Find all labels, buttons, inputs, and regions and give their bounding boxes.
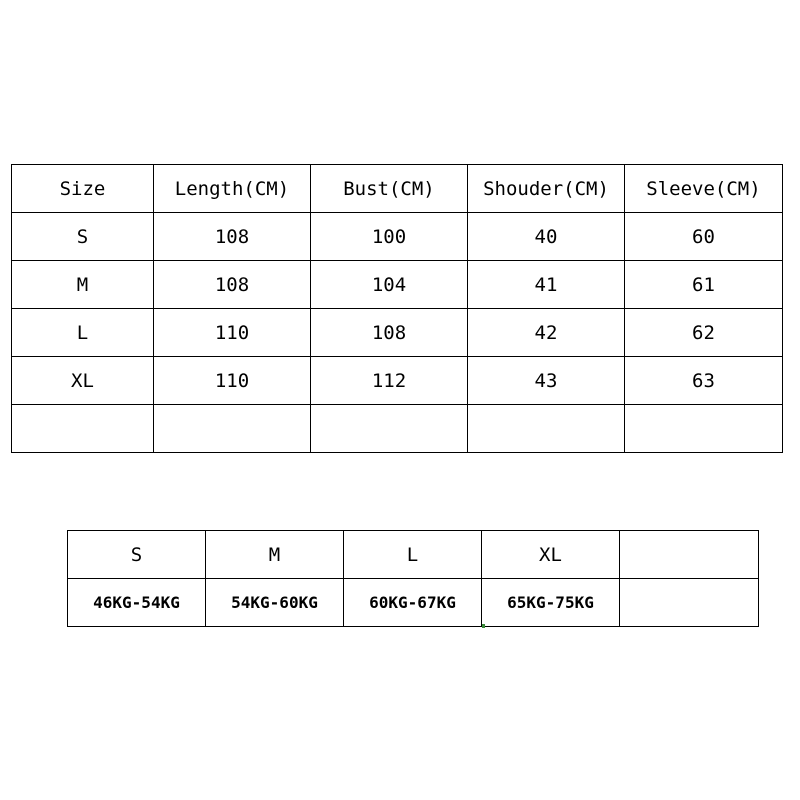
weight-size-s: S bbox=[68, 531, 206, 579]
cell-empty bbox=[311, 405, 468, 453]
size-chart-header-row bbox=[12, 165, 783, 213]
table-row bbox=[12, 261, 783, 309]
weight-range-s: 46KG-54KG bbox=[68, 579, 206, 627]
cell-bust: 104 bbox=[311, 261, 468, 309]
cell-empty bbox=[625, 405, 783, 453]
header-shoulder: Shouder(CM) bbox=[468, 165, 625, 213]
weight-chart-size-row bbox=[68, 531, 759, 579]
cell-empty bbox=[154, 405, 311, 453]
cell-shoulder: 41 bbox=[468, 261, 625, 309]
cell-size: XL bbox=[12, 357, 154, 405]
weight-size-m: M bbox=[206, 531, 344, 579]
cell-shoulder: 43 bbox=[468, 357, 625, 405]
cell-shoulder: 42 bbox=[468, 309, 625, 357]
cell-sleeve: 60 bbox=[625, 213, 783, 261]
cell-length: 110 bbox=[154, 357, 311, 405]
cell-bust: 112 bbox=[311, 357, 468, 405]
cell-sleeve: 63 bbox=[625, 357, 783, 405]
weight-range-l: 60KG-67KG bbox=[344, 579, 482, 627]
cell-shoulder: 40 bbox=[468, 213, 625, 261]
stray-mark bbox=[482, 624, 485, 628]
cell-bust: 108 bbox=[311, 309, 468, 357]
size-chart-table bbox=[11, 164, 783, 453]
cell-sleeve: 61 bbox=[625, 261, 783, 309]
header-size: Size bbox=[12, 165, 154, 213]
table-row bbox=[12, 213, 783, 261]
weight-chart-table bbox=[67, 530, 759, 627]
cell-length: 110 bbox=[154, 309, 311, 357]
cell-size: S bbox=[12, 213, 154, 261]
cell-empty bbox=[12, 405, 154, 453]
header-bust: Bust(CM) bbox=[311, 165, 468, 213]
cell-empty bbox=[468, 405, 625, 453]
weight-range-xl: 65KG-75KG bbox=[482, 579, 620, 627]
cell-size: L bbox=[12, 309, 154, 357]
cell-bust: 100 bbox=[311, 213, 468, 261]
cell-size: M bbox=[12, 261, 154, 309]
weight-chart-range-row bbox=[68, 579, 759, 627]
weight-size-xl: XL bbox=[482, 531, 620, 579]
cell-length: 108 bbox=[154, 261, 311, 309]
header-length: Length(CM) bbox=[154, 165, 311, 213]
table-row bbox=[12, 357, 783, 405]
header-sleeve: Sleeve(CM) bbox=[625, 165, 783, 213]
table-row bbox=[12, 309, 783, 357]
weight-size-l: L bbox=[344, 531, 482, 579]
cell-empty bbox=[620, 579, 759, 627]
cell-length: 108 bbox=[154, 213, 311, 261]
weight-range-m: 54KG-60KG bbox=[206, 579, 344, 627]
table-row-empty bbox=[12, 405, 783, 453]
cell-sleeve: 62 bbox=[625, 309, 783, 357]
cell-empty bbox=[620, 531, 759, 579]
